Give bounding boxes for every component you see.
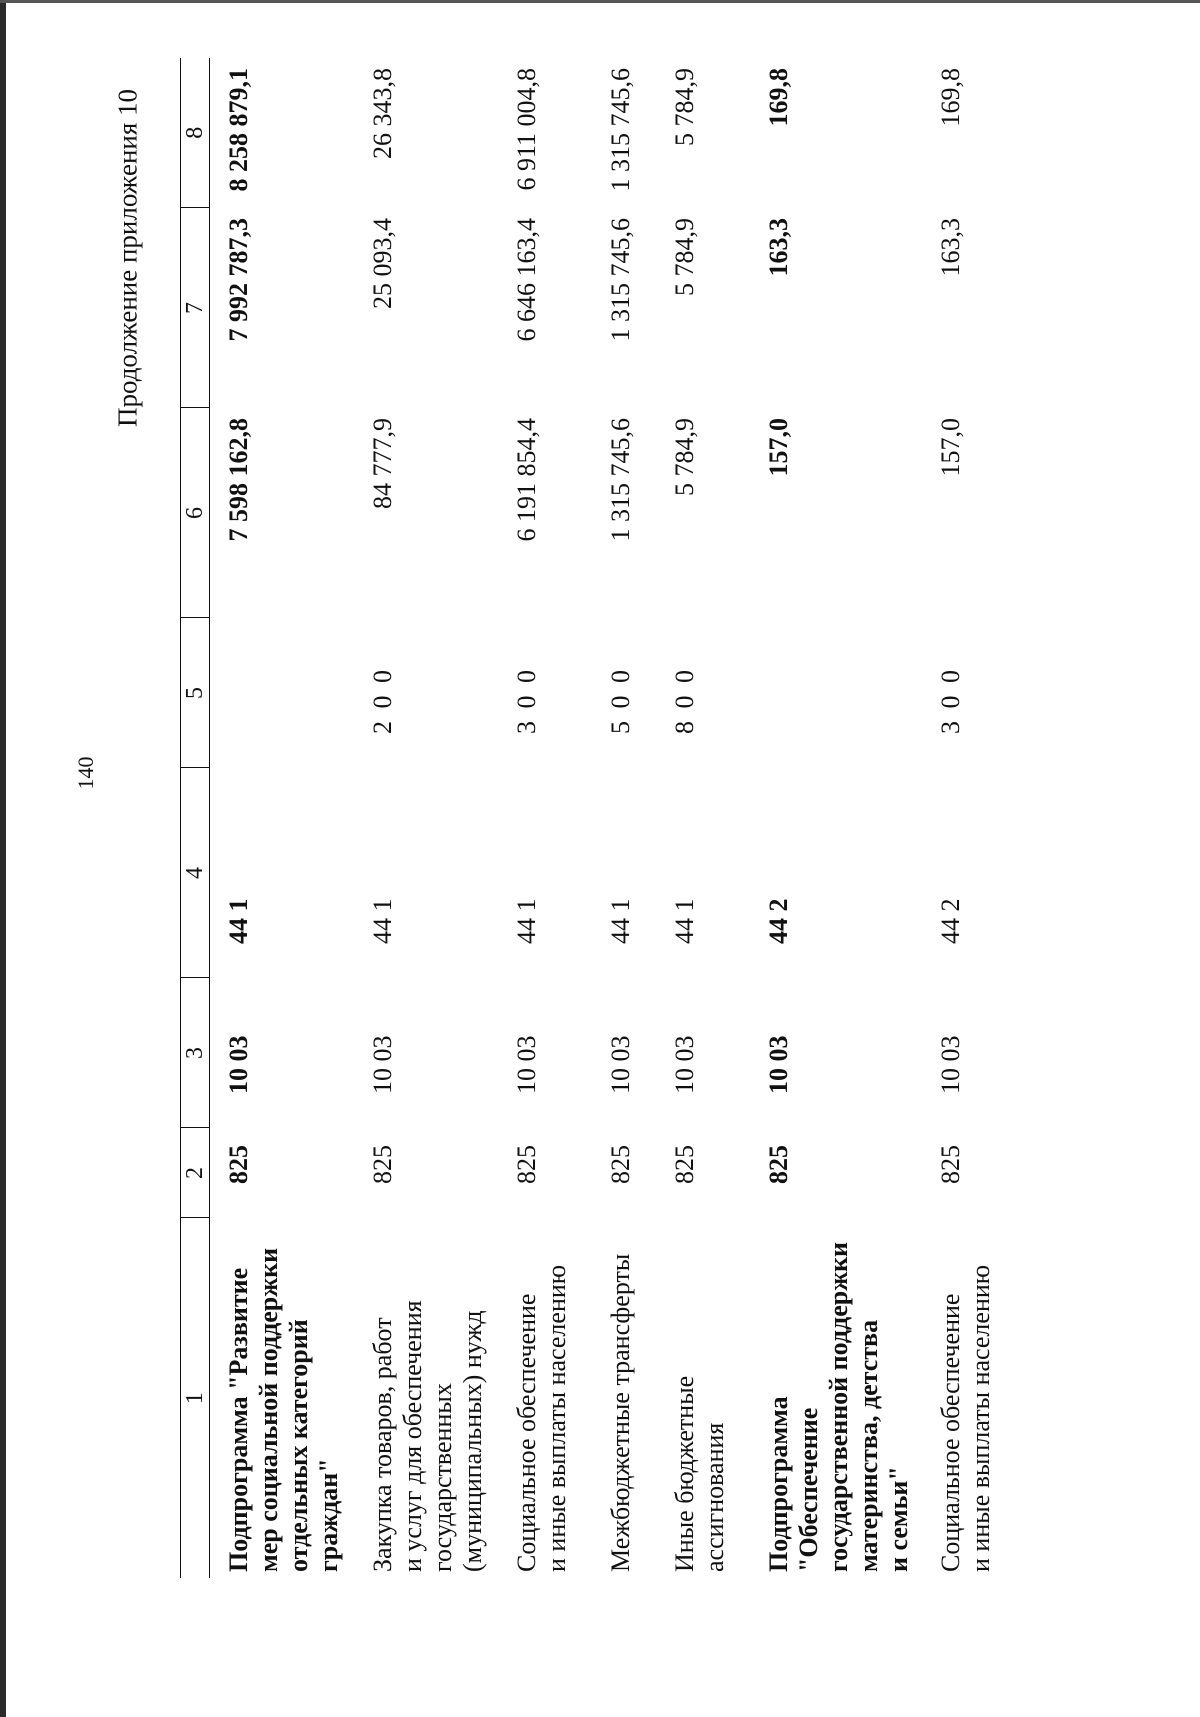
table-row [210,58,355,1578]
cell-value-7: 6 646 163,4 [512,218,541,342]
table-row [750,58,922,1578]
row-label-line: Межбюджетные трансферты [606,1253,635,1572]
cell-value-8: 1 315 745,6 [606,68,635,192]
col-header-8: 8 [181,58,210,208]
cell-value-7: 163,3 [764,218,793,277]
cell-value-6: 157,0 [764,418,793,477]
row-label-line: граждан" [314,1458,343,1572]
row-label-line: "Обеспечение [794,1407,823,1572]
cell-expense-type: 3 0 0 [936,667,965,734]
row-label [922,1218,1006,1578]
cell-value-7: 7 992 787,3 [224,218,253,342]
row-label-line: Закупка товаров, работ [368,1317,397,1572]
cell-program: 44 1 [670,898,699,944]
cell-ministry: 825 [224,1145,253,1184]
row-label [592,1218,656,1578]
cell-ministry: 825 [368,1145,397,1184]
cell-value-8: 6 911 004,8 [512,68,541,191]
cell-program: 44 1 [512,898,541,944]
col-header-5: 5 [181,618,210,768]
scan-edge [0,0,6,1717]
cell-expense-type: 8 0 0 [670,667,699,734]
cell-program: 44 1 [606,898,635,944]
cell-ministry: 825 [936,1145,965,1184]
cell-section: 10 03 [764,1035,793,1094]
table-row [354,58,498,1578]
row-label-line: Подпрограмма "Развитие [224,1267,253,1572]
row-label-line: и иные выплаты населению [542,1264,571,1572]
page-number: 140 [73,756,98,790]
cell-expense-type [210,618,355,768]
cell-value-8: 8 258 879,1 [224,68,253,192]
cell-ministry: 825 [512,1145,541,1184]
cell-expense-type: 2 0 0 [368,667,397,734]
cell-section: 10 03 [936,1035,965,1094]
cell-expense-type [750,618,922,768]
row-label [656,1218,750,1578]
rotated-table-container [180,58,1200,1578]
row-label [750,1218,922,1578]
table-row [656,58,750,1578]
row-label-line: (муниципальных) нужд [458,1310,487,1572]
row-label-line: и иные выплаты населению [966,1264,995,1572]
col-header-6: 6 [181,408,210,618]
budget-table [180,58,1006,1578]
cell-value-6: 1 315 745,6 [606,418,635,542]
row-label-line: Подпрограмма [764,1396,793,1572]
cell-ministry: 825 [670,1145,699,1184]
scan-edge-top [0,0,1200,3]
cell-value-8: 169,8 [764,68,793,127]
row-label-line: и семьи" [884,1466,913,1572]
cell-value-6: 6 191 854,4 [512,418,541,542]
cell-value-8: 169,8 [936,68,965,127]
row-label-line: материнства, детства [854,1319,883,1572]
cell-value-7: 163,3 [936,218,965,277]
row-label-line: Иные бюджетные [670,1375,699,1572]
row-label-line: мер социальной поддержки [254,1247,283,1572]
row-label-line: и услуг для обеспечения [398,1300,427,1572]
cell-program: 44 1 [224,898,253,944]
col-header-7: 7 [181,208,210,408]
cell-expense-type: 5 0 0 [606,667,635,734]
cell-value-7: 5 784,9 [670,218,699,296]
cell-program: 44 1 [368,898,397,944]
cell-section: 10 03 [606,1035,635,1094]
row-label-line: ассигнования [700,1422,729,1572]
cell-value-8: 5 784,9 [670,68,699,146]
row-label [210,1218,355,1578]
row-label-line: отдельных категорий [284,1319,313,1572]
row-label-line: государственных [428,1383,457,1572]
row-label-line: Социальное обеспечение [936,1293,965,1572]
col-header-3: 3 [181,978,210,1128]
cell-section: 10 03 [368,1035,397,1094]
cell-section: 10 03 [670,1035,699,1094]
cell-program: 44 2 [764,898,793,944]
col-header-1: 1 [181,1218,210,1578]
cell-ministry: 825 [764,1145,793,1184]
cell-ministry: 825 [606,1145,635,1184]
cell-value-7: 1 315 745,6 [606,218,635,342]
col-header-2: 2 [181,1128,210,1218]
table-row [592,58,656,1578]
col-header-4: 4 [181,768,210,978]
cell-value-8: 26 343,8 [368,68,397,159]
cell-program: 44 2 [936,898,965,944]
cell-value-6: 84 777,9 [368,418,397,509]
cell-value-6: 7 598 162,8 [224,418,253,542]
table-row [498,58,592,1578]
row-label-line: государственной поддержки [824,1241,853,1572]
row-label [498,1218,592,1578]
row-label-line: Социальное обеспечение [512,1293,541,1572]
cell-value-7: 25 093,4 [368,218,397,309]
header-row [181,58,210,1578]
cell-expense-type: 3 0 0 [512,667,541,734]
table-row [922,58,1006,1578]
cell-section: 10 03 [224,1035,253,1094]
appendix-caption: Продолжение приложения 10 [112,88,143,428]
cell-section: 10 03 [512,1035,541,1094]
cell-value-6: 5 784,9 [670,418,699,496]
cell-value-6: 157,0 [936,418,965,477]
row-label [354,1218,498,1578]
